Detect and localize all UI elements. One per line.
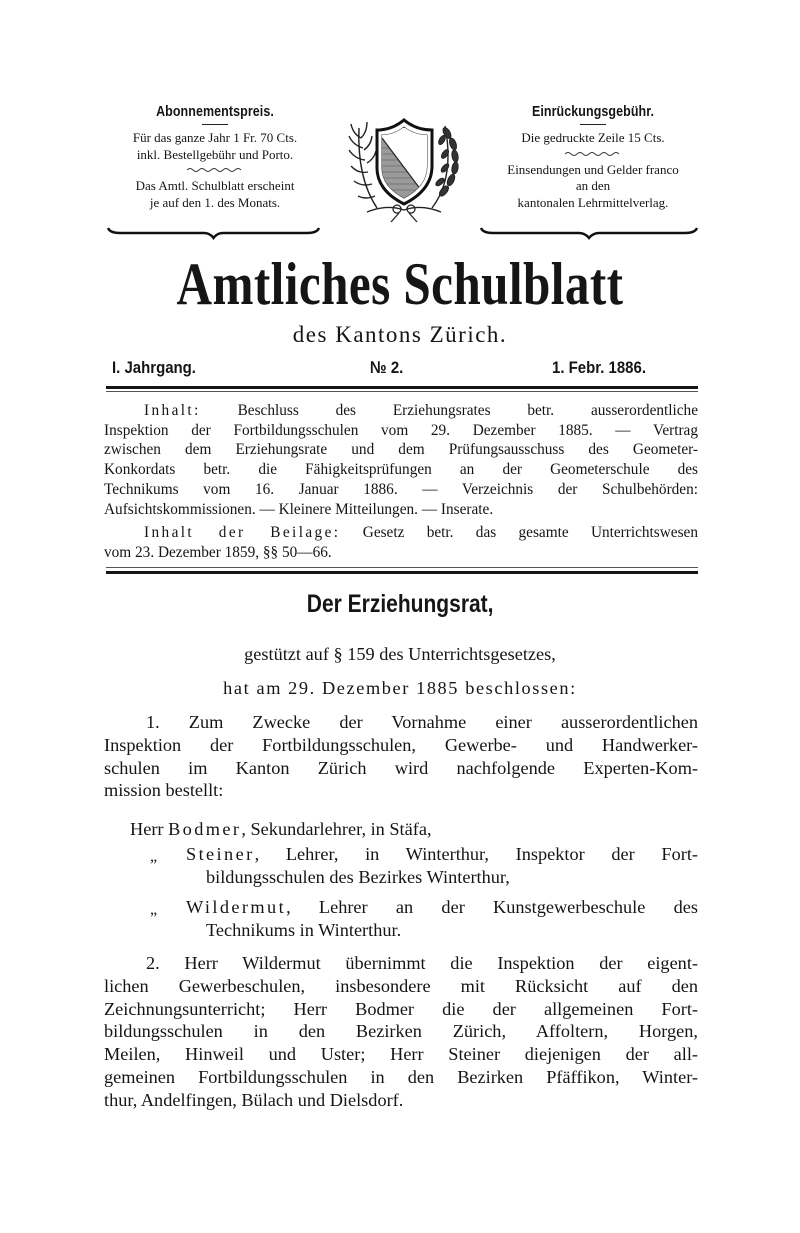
wave-divider-icon [563, 150, 623, 158]
rule-divider [106, 391, 698, 392]
paragraph-line: Inspektion der Fortbildungsschulen, Gewerbe- und Handwerker- [104, 734, 698, 755]
issue-date: 1. Febr. 1886. [552, 358, 646, 377]
supplement-line: Gesetz betr. das gesamte Unterrichtswesen [362, 524, 698, 542]
rule-divider [106, 571, 698, 574]
commission-member-continued: bildungsschulen des Bezirkes Winterthur, [206, 867, 510, 887]
info-line: an den [575, 178, 611, 194]
info-line: Das Amtl. Schulblatt erscheint [135, 178, 295, 194]
paragraph-line: Meilen, Hinweil und Uster; Herr Steiner diejenigen der all- [104, 1044, 698, 1065]
contents-line: zwischen dem Erziehungsrate und dem Prüfungsausschuss des Geometer- [104, 441, 698, 459]
paragraph-line: lichen Gewerbeschulen, insbesondere mit Rücksicht auf den [104, 975, 698, 996]
commission-member: Steiner, Lehrer, in Winterthur, Inspektor der Fort- [186, 844, 698, 864]
ditto-mark: „ [150, 901, 158, 918]
resolution-item-2 [104, 952, 698, 1112]
paragraph-line: thur, Andelfingen, Bülach und Dielsdorf. [104, 1089, 404, 1110]
issue-info-row [112, 358, 694, 382]
volume-label: I. Jahrgang. [112, 358, 196, 377]
supplement-label: Inhalt der Beilage: [144, 524, 341, 542]
info-line: Die gedruckte Zeile 15 Cts. [521, 130, 665, 146]
rule-divider [106, 386, 698, 389]
info-line: je auf den 1. des Monats. [149, 194, 281, 210]
newspaper-subtitle: des Kantons Zürich. [292, 322, 508, 347]
decision-line: hat am 29. Dezember 1885 beschlossen: [223, 678, 577, 698]
zurich-coat-of-arms-icon [337, 108, 472, 223]
info-line: Einsendungen und Gelder franco [507, 161, 679, 177]
paragraph-line: bildungsschulen in den Bezirken Zürich, Affoltern, Horgen, [104, 1021, 698, 1042]
insertion-fee-box [471, 104, 715, 211]
ditto-mark: „ [150, 848, 158, 865]
resolution-item-1 [104, 711, 698, 802]
paragraph-line: 2. Herr Wildermut übernimmt die Inspektion der eigent- [146, 953, 698, 973]
contents-line: Beschluss des Erziehungsrates betr. ausserordentliche [237, 402, 698, 419]
commission-member: Wildermut, Lehrer an der Kunstgewerbeschule des [186, 897, 698, 917]
newspaper-title: Amtliches Schulblatt [176, 251, 624, 317]
wave-divider-icon [185, 166, 245, 174]
paragraph-line: 1. Zum Zwecke der Vornahme einer ausserordentlichen [146, 712, 698, 732]
contents-line: Konkordats betr. die Fähigkeitsprüfungen an der Geometerschule des [104, 461, 698, 479]
paragraph-line: schulen im Kanton Zürich wird nachfolgende Experten-Kom- [104, 757, 698, 778]
issue-number: № 2. [370, 358, 404, 377]
contents-line: Technikums vom 16. Januar 1886. — Verzeichnis der Schulbehörden: [104, 480, 698, 498]
insertion-heading: Einrückungsgebühr. [531, 104, 655, 120]
divider [202, 124, 228, 125]
paragraph-line: mission bestellt: [104, 780, 224, 801]
info-line: kantonalen Lehrmittelverlag. [517, 194, 669, 210]
supplement-line: vom 23. Dezember 1859, §§ 50—66. [104, 543, 332, 561]
commission-member-continued: Technikums in Winterthur. [206, 920, 402, 940]
paragraph-line: Zeichnungsunterricht; Herr Bodmer die der allgemeinen Fort- [104, 998, 698, 1019]
paragraph-line: gemeinen Fortbildungsschulen in den Bezirken Pfäffikon, Winter- [104, 1066, 698, 1087]
curly-brace-icon [479, 226, 699, 240]
contents-label: Inhalt: [144, 402, 201, 419]
commission-member: Herr Bodmer, Sekundarlehrer, in Stäfa, [130, 819, 432, 839]
divider [580, 124, 606, 125]
table-of-contents [104, 401, 698, 563]
info-line: inkl. Bestellgebühr und Porto. [136, 146, 294, 162]
subscription-heading: Abonnementspreis. [156, 104, 274, 120]
contents-line: Inspektion der Fortbildungsschulen vom 29. Dezember 1885. — Vertrag [104, 421, 698, 439]
curly-brace-icon [106, 226, 321, 240]
contents-line: Aufsichtskommissionen. — Kleinere Mitteilungen. — Inserate. [104, 500, 494, 518]
resolution-heading: Der Erziehungsrat, [306, 590, 494, 618]
subscription-price-box [95, 104, 335, 211]
legal-basis-line: gestützt auf § 159 des Unterrichtsgesetzes, [244, 644, 556, 664]
info-line: Für das ganze Jahr 1 Fr. 70 Cts. [132, 130, 298, 146]
rule-divider [106, 567, 698, 568]
